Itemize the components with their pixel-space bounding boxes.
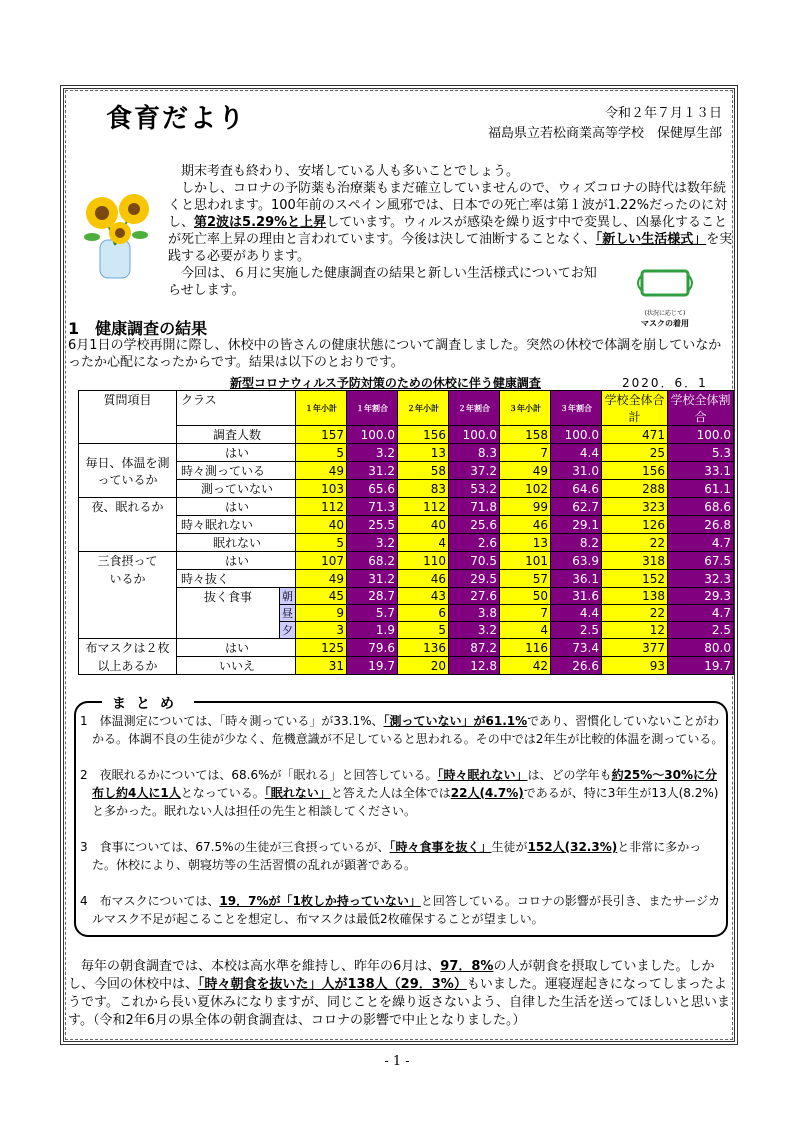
cell: 323 xyxy=(602,498,668,516)
summary-highlight: 約25%～30%に分布し約4人に1人 xyxy=(92,768,718,800)
cell: 5 xyxy=(398,622,449,639)
table-row xyxy=(79,588,734,605)
summary-highlight: 「眠れない」 xyxy=(264,786,331,800)
summary-text-part: 生徒が xyxy=(491,840,528,854)
cell: 27.6 xyxy=(449,588,500,605)
row-label: いいえ xyxy=(177,657,296,675)
cell: 4.7 xyxy=(668,534,734,552)
cell: 4 xyxy=(500,622,551,639)
closing-highlight: 「時々朝食を抜いた」人が138人（29．3%） xyxy=(198,977,467,992)
cell: 5.3 xyxy=(668,444,734,462)
intro-text-part: しています。ウィルスが感染を繰り返す中で変異し、凶暴化することが死亡率上昇の理由と言われています。今後は決して油断することなく、 xyxy=(168,215,727,247)
header-class: クラス xyxy=(177,391,296,426)
row-label: 時々眠れない xyxy=(177,516,296,534)
skip-meal-cell xyxy=(177,588,296,639)
cell: 126 xyxy=(602,516,668,534)
cell: 43 xyxy=(398,588,449,605)
cell: 46 xyxy=(398,570,449,588)
summary-highlight: 「時々食事を抜く」 xyxy=(389,840,492,854)
mask-caption-note: (状況に応じて) xyxy=(644,310,686,317)
cell: 6 xyxy=(398,605,449,622)
cell: 5 xyxy=(296,444,347,462)
cell: 157 xyxy=(296,426,347,444)
cell: 4.7 xyxy=(668,605,734,622)
cell: 136 xyxy=(398,639,449,657)
table-row xyxy=(79,480,734,498)
cell: 67.5 xyxy=(668,552,734,570)
cell: 2.5 xyxy=(551,622,602,639)
cell: 93 xyxy=(602,657,668,675)
cell: 13 xyxy=(500,534,551,552)
cell: 32.3 xyxy=(668,570,734,588)
cell: 22 xyxy=(602,605,668,622)
category-meals-line1: 三食摂って xyxy=(79,552,177,570)
category-temperature: 毎日、体温を測っているか xyxy=(79,444,177,498)
summary-text-part: 1 体温測定については、「時々測っている」が33.1%、 xyxy=(80,714,384,728)
cell: 19.7 xyxy=(668,657,734,675)
intro-text-part: しかし、コロナの予防薬も治療薬もまだ確立していませんので、ウィズコロナの時代は数年続くと思われます。100年前のスペイン風邪では、日本での死亡率は第１波が1.22%だったのに対し、 xyxy=(168,181,728,230)
cell: 58 xyxy=(398,462,449,480)
cell: 70.5 xyxy=(449,552,500,570)
row-label: 測っていない xyxy=(177,480,296,498)
header-info xyxy=(488,104,722,144)
cell: 31.0 xyxy=(551,462,602,480)
summary-text-part: 3 食事については、67.5%の生徒が三食摂っているが、 xyxy=(80,840,390,854)
closing-paragraph xyxy=(68,958,734,1030)
header-total-count: 学校全体合計 xyxy=(602,391,668,426)
cell: 1.9 xyxy=(347,622,398,639)
cell: 29.5 xyxy=(449,570,500,588)
cell: 100.0 xyxy=(347,426,398,444)
cell: 156 xyxy=(602,462,668,480)
cell: 83 xyxy=(398,480,449,498)
cell: 5.7 xyxy=(347,605,398,622)
header-question: 質問項目 xyxy=(79,391,177,444)
cell: 22 xyxy=(602,534,668,552)
sunflower-vase-illustration xyxy=(70,185,165,280)
cell: 103 xyxy=(296,480,347,498)
cell: 7 xyxy=(500,605,551,622)
cell: 25 xyxy=(602,444,668,462)
cell: 65.6 xyxy=(347,480,398,498)
cell: 49 xyxy=(296,570,347,588)
cell: 73.4 xyxy=(551,639,602,657)
cell: 53.2 xyxy=(449,480,500,498)
cell: 71.8 xyxy=(449,498,500,516)
cell: 4.4 xyxy=(551,605,602,622)
cell: 31.2 xyxy=(347,570,398,588)
intro-paragraph xyxy=(168,180,733,265)
category-meals-line2: いるか xyxy=(79,570,177,588)
cell: 20 xyxy=(398,657,449,675)
cell: 8.2 xyxy=(551,534,602,552)
cell: 36.1 xyxy=(551,570,602,588)
table-row xyxy=(79,534,734,552)
row-label: はい xyxy=(177,444,296,462)
cell: 40 xyxy=(296,516,347,534)
intro-highlight-new-lifestyle: 「新しい生活様式」 xyxy=(595,232,707,247)
summary-highlight: 「測っていない」が61.1% xyxy=(383,714,528,728)
cell: 2.6 xyxy=(449,534,500,552)
cell: 26.8 xyxy=(668,516,734,534)
cell: 101 xyxy=(500,552,551,570)
summary-item-1 xyxy=(80,712,725,748)
cell: 64.6 xyxy=(551,480,602,498)
cell: 152 xyxy=(602,570,668,588)
row-label: はい xyxy=(177,552,296,570)
cell: 102 xyxy=(500,480,551,498)
cell: 100.0 xyxy=(551,426,602,444)
page-number: - 1 - xyxy=(384,1054,410,1069)
cell: 33.1 xyxy=(668,462,734,480)
cell: 63.9 xyxy=(551,552,602,570)
summary-text-part: と回答している。コロナの影響が長引き、またサージカルマスク不足が起こることを想定し、布マスクは最低2枚確保することが望ましい。 xyxy=(92,894,721,926)
summary-text-part: 2 夜眠れるかについては、68.6%が「眠れる」と回答している。 xyxy=(80,768,438,782)
closing-text-part: もいました。運寝遅起きになってしまったようです。これから長い夏休みになりますが、同じことを繰り返さないよう、自律した生活を送ってほしいと思います。（令和2年6月の県全体の朝食調査は、コロナの影響で中止となりました。） xyxy=(68,977,730,1028)
summary-text-part: であり、習慣化していないことがわかる。体調不良の生徒が少なく、危機意識が不足していると思われる。その中では2年生が比較的体温を測っている。 xyxy=(92,714,724,746)
category-clothmask-line1: 布マスクは２枚 xyxy=(79,639,177,657)
row-label: 時々測っている xyxy=(177,462,296,480)
header-g3n: ３年小計 xyxy=(500,391,551,426)
section-heading: 1 健康調査の結果 xyxy=(68,319,208,338)
cell: 31.6 xyxy=(551,588,602,605)
cell: 100.0 xyxy=(449,426,500,444)
summary-text xyxy=(80,712,725,946)
cell: 50 xyxy=(500,588,551,605)
cell: 68.2 xyxy=(347,552,398,570)
summary-item-4 xyxy=(80,892,725,928)
cell: 2.5 xyxy=(668,622,734,639)
cell: 116 xyxy=(500,639,551,657)
summary-item-3 xyxy=(80,838,725,874)
row-label: 眠れない xyxy=(177,534,296,552)
header-g2p: ２年割合 xyxy=(449,391,500,426)
table-row xyxy=(79,498,734,516)
cell: 3.2 xyxy=(347,444,398,462)
table-header-row xyxy=(79,391,734,426)
mask-icon xyxy=(632,265,698,301)
cell: 46 xyxy=(500,516,551,534)
table-row xyxy=(79,570,734,588)
header-g2n: ２年小計 xyxy=(398,391,449,426)
health-survey-table xyxy=(78,390,734,675)
summary-title: まとめ xyxy=(102,693,194,713)
table-row xyxy=(79,639,734,657)
cell: 19.7 xyxy=(347,657,398,675)
intro-paragraph xyxy=(168,265,608,299)
cell: 80.0 xyxy=(668,639,734,657)
closing-text-part: の人が朝食を摂取していました。しかし、今回の休校中は、 xyxy=(68,959,715,992)
meal-lunch: 昼 xyxy=(280,605,296,622)
table-date: 2020．6．1 xyxy=(622,376,708,390)
intro-line-1: 期末考査も終わり、安堵している人も多いことでしょう。 xyxy=(181,164,520,179)
meal-breakfast: 朝 xyxy=(280,588,296,605)
intro-line-3: 今回は、６月に実施した健康調査の結果と新しい生活様式についてお知らせします。 xyxy=(168,266,597,298)
cell: 49 xyxy=(500,462,551,480)
section-text: 6月1日の学校再開に際し、休校中の皆さんの健康状態について調査しました。突然の休校で体調を崩していなかったか心配になったからです。結果は以下のとおりです。 xyxy=(68,338,722,370)
meal-dinner: 夕 xyxy=(280,622,296,639)
cell: 9 xyxy=(296,605,347,622)
summary-highlight: 152人(32.3%) xyxy=(527,840,618,854)
cell: 7 xyxy=(500,444,551,462)
cell: 288 xyxy=(602,480,668,498)
cell: 26.6 xyxy=(551,657,602,675)
cell: 12 xyxy=(602,622,668,639)
cell: 5 xyxy=(296,534,347,552)
table-row xyxy=(79,462,734,480)
cell: 318 xyxy=(602,552,668,570)
closing-text-part: 毎年の朝食調査では、本校は高水準を維持し、昨年の6月は、 xyxy=(81,959,441,974)
cell: 156 xyxy=(398,426,449,444)
cell: 138 xyxy=(602,588,668,605)
cell: 25.6 xyxy=(449,516,500,534)
cell: 471 xyxy=(602,426,668,444)
cell: 99 xyxy=(500,498,551,516)
header-g1n: １年小計 xyxy=(296,391,347,426)
skip-meal-subtable xyxy=(177,588,295,638)
cell: 49 xyxy=(296,462,347,480)
cell: 42 xyxy=(500,657,551,675)
cell: 31 xyxy=(296,657,347,675)
summary-text-part: と非常に多かった。休校により、朝寝坊等の生活習慣の乱れが顕著である。 xyxy=(92,840,702,872)
cell: 4 xyxy=(398,534,449,552)
skip-meal-label: 抜く食事 xyxy=(203,590,252,604)
table-row xyxy=(79,657,734,675)
cell: 100.0 xyxy=(668,426,734,444)
cell: 125 xyxy=(296,639,347,657)
cell: 87.2 xyxy=(449,639,500,657)
table-row xyxy=(79,444,734,462)
summary-highlight: 「時々眠れない」 xyxy=(437,768,528,782)
cell: 3.8 xyxy=(449,605,500,622)
summary-item-2 xyxy=(80,766,725,820)
cell: 110 xyxy=(398,552,449,570)
cell: 71.3 xyxy=(347,498,398,516)
cell: 3.2 xyxy=(449,622,500,639)
mask-caption xyxy=(624,309,706,329)
cell: 29.3 xyxy=(668,588,734,605)
summary-text-part: となっている。 xyxy=(180,786,265,800)
summary-text-part: は、どの学年も xyxy=(527,768,612,782)
cell: 45 xyxy=(296,588,347,605)
school-name: 福島県立若松商業高等学校 保健厚生部 xyxy=(487,126,722,141)
cell: 107 xyxy=(296,552,347,570)
mask-caption-label: マスクの着用 xyxy=(641,319,689,328)
summary-highlight: 22人(4.7%) xyxy=(450,786,524,800)
header-g1p: １年割合 xyxy=(347,391,398,426)
table-title: 新型コロナウィルス予防対策のための休校に伴う健康調査 xyxy=(230,376,541,390)
cell: 25.5 xyxy=(347,516,398,534)
cell: 57 xyxy=(500,570,551,588)
row-label: はい xyxy=(177,639,296,657)
cell: 3.2 xyxy=(347,534,398,552)
row-label: はい xyxy=(177,498,296,516)
table-row xyxy=(79,552,734,570)
summary-text-part: であるが、特に3年生が13人(8.2%)と多かった。眠れない人は担任の先生と相談してください。 xyxy=(92,786,719,818)
category-sleep: 夜、眠れるか xyxy=(79,498,177,552)
cell: 112 xyxy=(296,498,347,516)
cell: 31.2 xyxy=(347,462,398,480)
summary-text-part: と答えた人は全体では xyxy=(330,786,451,800)
header-total-rate: 学校全体割合 xyxy=(668,391,734,426)
row-label: 時々抜く xyxy=(177,570,296,588)
cell: 68.6 xyxy=(668,498,734,516)
cell: 4.4 xyxy=(551,444,602,462)
cell: 12.8 xyxy=(449,657,500,675)
newsletter-title: 食育だより xyxy=(106,104,247,134)
summary-highlight: 19．7%が「1枚しか持っていない」 xyxy=(219,894,421,908)
cell: 13 xyxy=(398,444,449,462)
cell: 37.2 xyxy=(449,462,500,480)
table-row-respondents xyxy=(79,426,734,444)
issue-date: 令和２年７月１３日 xyxy=(604,106,722,121)
header-g3p: ３年割合 xyxy=(551,391,602,426)
cell: 8.3 xyxy=(449,444,500,462)
intro-paragraph xyxy=(168,163,733,180)
intro-highlight-second-wave: 第2波は5.29%と上昇 xyxy=(194,215,327,230)
row-label: 調査人数 xyxy=(177,426,296,444)
category-meals-skip-spacer xyxy=(79,588,177,639)
cell: 61.1 xyxy=(668,480,734,498)
category-clothmask-line2: 以上あるか xyxy=(79,657,177,675)
cell: 377 xyxy=(602,639,668,657)
cell: 62.7 xyxy=(551,498,602,516)
intro-text-part: を実践する必要があります。 xyxy=(168,232,733,264)
cell: 3 xyxy=(296,622,347,639)
cell: 29.1 xyxy=(551,516,602,534)
cell: 112 xyxy=(398,498,449,516)
cell: 79.6 xyxy=(347,639,398,657)
cell: 40 xyxy=(398,516,449,534)
table-row xyxy=(79,516,734,534)
summary-text-part: 4 布マスクについては、 xyxy=(80,894,220,908)
cell: 158 xyxy=(500,426,551,444)
closing-highlight: 97．8% xyxy=(440,959,494,974)
cell: 28.7 xyxy=(347,588,398,605)
